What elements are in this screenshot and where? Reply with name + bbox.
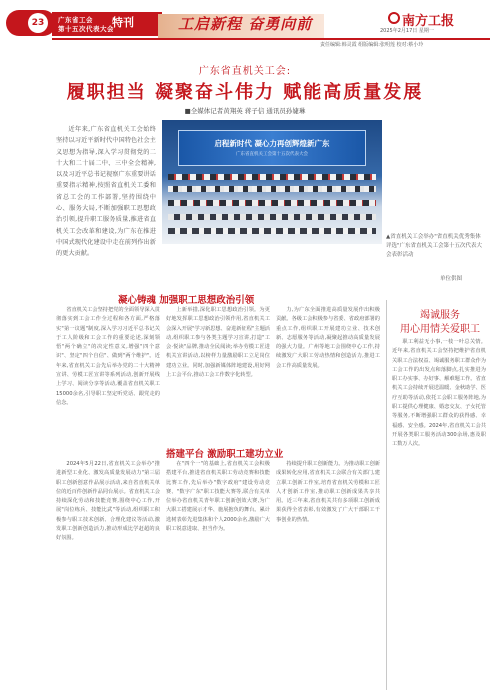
section2-col3: 持续提升职工创新能力。为推动职工创新成果转化应用,省直机关工会联合有关部门,建立职工创新工作室,培育省直机关劳模和工匠人才创新工作室,推动职工创新成果共享共用。近三年来,省直机关共有多项职工创新成果获得全省表彰,有效激发了广大干部职工干事创业的热情。: [276, 461, 380, 523]
section-line-1: 广东省工会: [58, 16, 93, 24]
side-title-1: 竭诚服务: [420, 310, 460, 321]
page-number: 23: [28, 13, 48, 33]
section1-col1: 省直机关工会坚持把党的全面领导深入贯彻落实到工会工作全过程和各方面,严格落实"第一议题"制度,深入学习习近平总书记关于工人阶级和工会工作的重要论述,深刻领悟"两个确立"的决定性意义,增强"四个意识"、坚定"四个自信"、做到"两个维护"。近年来,省直机关工会先后举办党的二十大精神宣讲、劳模工匠宣讲等系列活动,创新开展线上学习、阅读分享等活动,覆盖省直机关职工15000余名,引导职工坚定听党话、跟党走的信念。: [56, 307, 160, 406]
photo-audience-row: [168, 174, 376, 180]
photo-screen-subtitle: 广东省直机关工会第十五次代表大会: [236, 152, 308, 157]
section2-col1: 2024年5月22日,省直机关工会举办"推进新型工业化、激发高质量发展动力"第三届职工创新创意作品展示活动,来自省直机关单位的近百件创新作品同台展示。省直机关工会持续深化劳动和技能竞赛,围绕中心工作,开展"岗位练兵、技能比武"等活动,组织职工积极参与职工技术创新、合理化建议等活动,激发职工创新创造活力,推动形成比学赶超的良好氛围。: [56, 461, 160, 542]
section-line-2: 第十五次代表大会: [58, 25, 114, 33]
newspaper-logo: 南方工报: [402, 14, 455, 29]
section2-title: 搭建平台 激励职工建功立业: [166, 449, 284, 460]
event-photo: [162, 120, 382, 244]
section1-title: 凝心铸魂 加强职工思想政治引领: [118, 295, 255, 306]
column-divider: [386, 300, 387, 690]
section1-col3: 力,为广东全面推进高质量发展作出积极贡献。各级工会积极参与省委、省政府部署的重点工作,组织职工开展建功立业、技术创新、志愿服务等活动,凝聚起推动高质量发展的强大力量。广州等地工会围绕中心工作,持续激发广大职工劳动热情和创造活力,推进工会工作高质量发展。: [276, 307, 380, 369]
side-column-text: 职工利益无小事,一枝一叶总关情。近年来,省直机关工会坚持把维护省直机关职工合法权益、竭诚服务职工群众作为工会工作的出发点和落脚点,扎实推进为职工办实事、办好事、解难题工作。省直机关工会持续开展送温暖、金秋助学、医疗互助等活动,依托工会职工服务阵地,为职工提供心理健康、婚恋交友、子女托管等服务,不断增强职工群众的获得感、幸福感、安全感。2024年,省直机关工会共开展各类职工服务活动300余场,惠及职工数万人次。: [392, 339, 486, 448]
side-title-2: 用心用情关爱职工: [400, 324, 480, 335]
banner-text: 工启新程 奋勇向前: [178, 15, 313, 33]
byline: ■全媒体记者黄翔英 蒋子信 通讯员孙婕琳: [184, 107, 306, 115]
lead-paragraph: 近年来,广东省直机关工会始终坚持以习近平新时代中国特色社会主义思想为指导,深入学习贯彻党的二十大和二十届二中、三中全会精神,以及习近平总书记视察广东重要讲话重要指示精神,按照省直机关工委和省总工会的工作部署,坚持围绕中心、服务大局,不断加强职工思想政治引领,提升职工服务质量,推进省直机关工会改革和建设,为广东在推进中国式现代化建设中走在前列作出新的更大贡献。: [56, 126, 156, 258]
section-special-label: 特刊: [112, 16, 134, 29]
header-rule: [52, 38, 490, 40]
kicker: 广东省直机关工会:: [198, 66, 292, 77]
photo-caption: ▲省直机关工会举办"省直机关优秀集体评选"广东省直机关工会第十五次代表大会表彰活动: [386, 234, 483, 258]
section2-col2: 在"四个一"的基础上,省直机关工会积极搭建平台,推进省直机关职工劳动竞赛和技能比赛工作,先后举办"数字政府"建设劳动竞赛、"数字广东"职工技能大赛等,联合有关单位举办省直机关青年职工创新创效大赛,为广大职工搭建展示才华、施展抱负的舞台。累计选树表彰先进集体和个人2000余名,激励广大职工锐意进取、担当作为。: [166, 461, 270, 533]
photo-credit: 单位供图: [440, 276, 463, 282]
photo-screen-title: 启程新时代 凝心力再创辉煌新广东: [214, 139, 330, 148]
issue-date: 2025年2月17日 星期一: [380, 28, 434, 34]
page-header: [0, 0, 490, 50]
photo-audience-row: [168, 228, 376, 234]
photo-audience-row: [168, 214, 376, 220]
photo-audience-row: [168, 186, 376, 192]
photo-audience-row: [168, 200, 376, 206]
section1-col2: 上新举措,深化职工思想政治引领。为更好地发挥职工思想政治引领作用,省直机关工会深入开展"学习新思想、奋进新征程"主题活动,组织职工参与各类主题学习宣讲,打造"工会·悦读"品牌,推动全民阅读;举办劳模工匠进机关宣讲活动,以榜样力量激励职工立足岗位建功立业。同时,加强新媒体阵地建设,用好网上工会平台,推动工会工作数字化转型。: [166, 307, 270, 379]
logo-icon: [388, 12, 400, 24]
editor-credits: 责任编辑:韩灵霞 组版编辑:张明莲 校对:蔡小玲: [320, 42, 424, 48]
headline: 履职担当 凝聚奋斗伟力 赋能高质量发展: [66, 82, 424, 103]
